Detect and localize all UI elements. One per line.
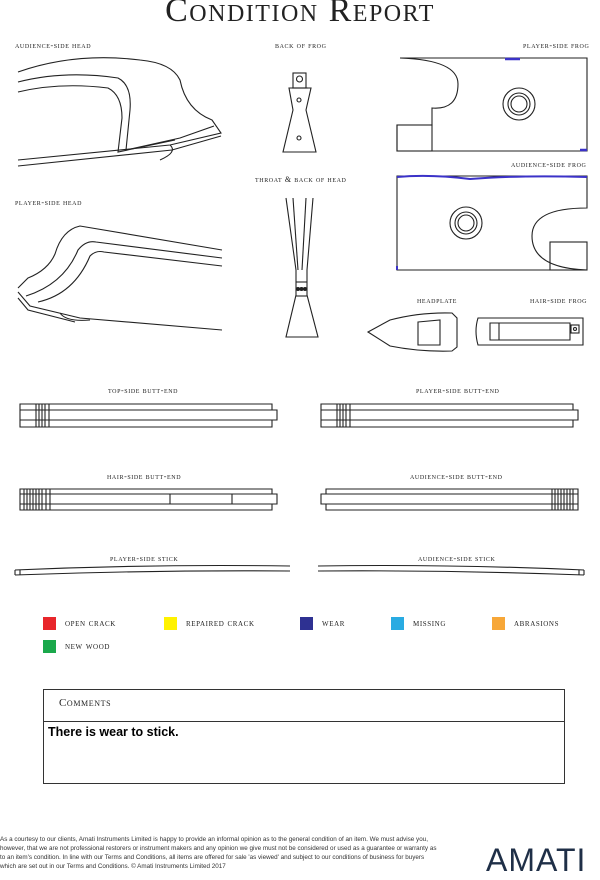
label-audience-side-frog: audience-side frog bbox=[511, 160, 587, 169]
legend-label: abrasions bbox=[514, 618, 560, 629]
label-audience-side-head: audience-side head bbox=[15, 41, 92, 50]
legend-new-wood bbox=[43, 640, 110, 653]
legend-swatch bbox=[43, 640, 56, 653]
hair-side-frog-drawing[interactable] bbox=[476, 318, 583, 345]
legend-swatch bbox=[492, 617, 505, 630]
legend-repaired-crack bbox=[164, 617, 255, 630]
label-player-side-frog: player-side frog bbox=[523, 41, 590, 50]
headplate-drawing[interactable] bbox=[368, 313, 457, 351]
audience-side-butt-end-drawing[interactable] bbox=[321, 489, 578, 510]
amati-logo: AMATI bbox=[486, 842, 587, 878]
player-side-head-drawing[interactable] bbox=[18, 226, 222, 330]
legend-label: repaired crack bbox=[186, 618, 255, 629]
label-player-side-head: player-side head bbox=[15, 198, 83, 207]
label-headplate: headplate bbox=[417, 296, 458, 305]
legend-swatch bbox=[300, 617, 313, 630]
legend-abrasions bbox=[492, 617, 559, 630]
legend-swatch bbox=[43, 617, 56, 630]
legend-open-crack bbox=[43, 617, 116, 630]
audience-side-frog-drawing[interactable] bbox=[397, 176, 587, 270]
comments-header bbox=[44, 690, 564, 722]
audience-side-stick-drawing[interactable] bbox=[318, 566, 584, 576]
label-audience-side-butt-end: audience-side butt-end bbox=[410, 472, 503, 481]
comments-text[interactable]: There is wear to stick. bbox=[48, 725, 179, 739]
top-side-butt-end-drawing[interactable] bbox=[20, 404, 277, 427]
legend-label: missing bbox=[413, 618, 446, 629]
player-side-stick-drawing[interactable] bbox=[15, 566, 290, 576]
player-side-butt-end-drawing[interactable] bbox=[321, 404, 578, 427]
comments-box bbox=[43, 689, 565, 784]
comments-heading: Comments bbox=[59, 697, 112, 709]
legend-label: new wood bbox=[65, 641, 111, 652]
hair-side-butt-end-drawing[interactable] bbox=[20, 489, 277, 510]
label-audience-side-stick: audience-side stick bbox=[418, 554, 496, 563]
audience-side-head-drawing[interactable] bbox=[18, 58, 221, 166]
legend-label: open crack bbox=[65, 618, 116, 629]
label-hair-side-frog: hair-side frog bbox=[530, 296, 588, 305]
label-player-side-butt-end: player-side butt-end bbox=[416, 386, 500, 395]
label-throat-back-of-head: throat & back of head bbox=[255, 175, 347, 184]
disclaimer: As a courtesy to our clients, Amati Instruments Limited is happy to provide an informal opinion as to the general condition of an item. We must advise you, however, that we are not professional restorers or instrument makers and any opinion we give must not be considered or used as a guarantee or warranty as to an item's condition. In line with our Terms and Conditions, all items are offered for sale 'as viewed' and subject to our conditions of business for buyers which are set out in our Terms and Conditions. © Amati Instruments Limited 2017 bbox=[0, 836, 437, 870]
label-top-side-butt-end: top-side butt-end bbox=[108, 386, 179, 395]
legend-swatch bbox=[391, 617, 404, 630]
player-side-frog-drawing[interactable] bbox=[397, 58, 587, 151]
label-hair-side-butt-end: hair-side butt-end bbox=[107, 472, 182, 481]
legend-swatch bbox=[164, 617, 177, 630]
page-title: Condition Report bbox=[165, 0, 435, 29]
throat-back-of-head-drawing[interactable] bbox=[286, 198, 318, 337]
label-player-side-stick: player-side stick bbox=[110, 554, 179, 563]
label-back-of-frog: back of frog bbox=[275, 41, 327, 50]
legend-missing bbox=[391, 617, 446, 630]
legend-wear bbox=[300, 617, 345, 630]
back-of-frog-drawing[interactable] bbox=[283, 73, 316, 152]
legend-label: wear bbox=[322, 618, 346, 629]
